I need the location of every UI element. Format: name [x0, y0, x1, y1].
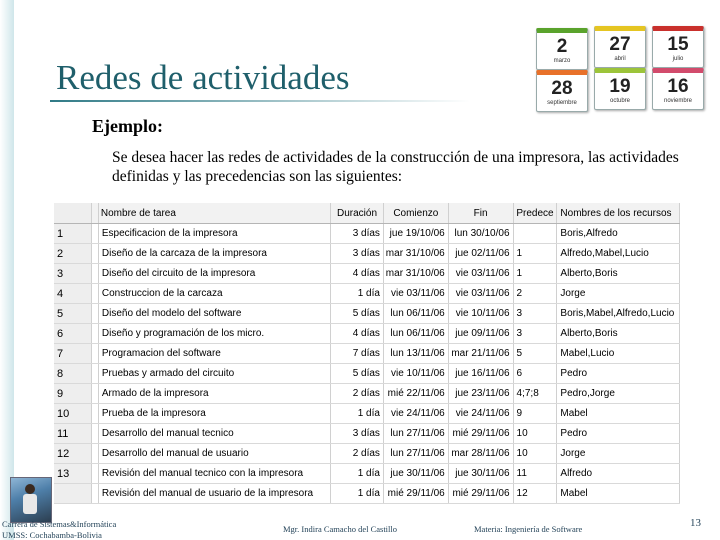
calendar-day: 19 [609, 76, 631, 97]
task-resources[interactable]: Mabel [557, 484, 680, 503]
task-predecessors[interactable]: 5 [514, 344, 558, 363]
row-info [92, 464, 99, 483]
header-resources[interactable]: Nombres de los recursos [557, 203, 680, 223]
table-header-row [54, 203, 680, 224]
table-row[interactable] [54, 304, 680, 324]
calendar-month: septiembre [547, 100, 577, 106]
task-predecessors[interactable]: 1 [514, 264, 558, 283]
task-finish[interactable]: mar 28/11/06 [449, 444, 514, 463]
task-resources[interactable]: Boris,Alfredo [557, 224, 680, 243]
header-start[interactable]: Comienzo [384, 203, 449, 223]
table-row[interactable] [54, 484, 680, 504]
row-info [92, 384, 99, 403]
task-resources[interactable]: Jorge [557, 284, 680, 303]
row-id[interactable]: 2 [54, 244, 92, 263]
title-underline [50, 100, 470, 102]
task-name[interactable]: Especificacion de la impresora [99, 224, 331, 243]
header-info-cell [92, 203, 99, 223]
table-row[interactable] [54, 404, 680, 424]
task-resources[interactable]: Pedro,Jorge [557, 384, 680, 403]
table-row[interactable] [54, 464, 680, 484]
task-finish[interactable]: mié 29/11/06 [449, 424, 514, 443]
task-duration[interactable]: 1 día [331, 464, 384, 483]
row-info [92, 484, 99, 503]
task-resources[interactable]: Mabel,Lucio [557, 344, 680, 363]
runner-head [25, 484, 35, 494]
calendar-month: abril [614, 56, 626, 62]
table-row[interactable] [54, 284, 680, 304]
task-finish[interactable]: jue 16/11/06 [449, 364, 514, 383]
footer-career: Carrera de Sistemas&Informática [2, 519, 117, 529]
task-duration[interactable]: 1 día [331, 484, 384, 503]
table-row[interactable] [54, 384, 680, 404]
task-duration[interactable]: 4 días [331, 324, 384, 343]
task-resources[interactable]: Mabel [557, 404, 680, 423]
task-resources[interactable]: Alfredo,Mabel,Lucio [557, 244, 680, 263]
task-duration[interactable]: 5 días [331, 304, 384, 323]
slide-title: Redes de actividades [56, 58, 350, 97]
task-finish[interactable]: jue 30/11/06 [449, 464, 514, 483]
task-predecessors[interactable]: 12 [514, 484, 558, 503]
task-start[interactable]: jue 30/11/06 [384, 464, 449, 483]
task-start[interactable]: lun 13/11/06 [384, 344, 449, 363]
row-info [92, 304, 99, 323]
task-name[interactable]: Revisión del manual de usuario de la impresora [99, 484, 331, 503]
task-name[interactable]: Diseño de la carcaza de la impresora [99, 244, 331, 263]
task-predecessors[interactable] [514, 224, 558, 243]
task-name[interactable]: Desarrollo del manual de usuario [99, 444, 331, 463]
task-duration[interactable]: 4 días [331, 264, 384, 283]
task-finish[interactable]: vie 03/11/06 [449, 264, 514, 283]
task-resources[interactable]: Jorge [557, 444, 680, 463]
task-name[interactable]: Armado de la impresora [99, 384, 331, 403]
task-finish[interactable]: mié 29/11/06 [449, 484, 514, 503]
task-duration[interactable]: 3 días [331, 424, 384, 443]
task-resources[interactable]: Pedro [557, 364, 680, 383]
task-start[interactable]: mié 29/11/06 [384, 484, 449, 503]
task-duration[interactable]: 7 días [331, 344, 384, 363]
task-duration[interactable]: 3 días [331, 244, 384, 263]
calendar-day: 15 [667, 34, 689, 55]
left-gradient-strip [0, 0, 14, 540]
row-info [92, 324, 99, 343]
calendar-icon [652, 68, 704, 110]
table-row[interactable] [54, 364, 680, 384]
header-duration[interactable]: Duración [331, 203, 384, 223]
task-table [54, 203, 680, 504]
row-id[interactable]: 7 [54, 344, 92, 363]
task-name[interactable]: Diseño del modelo del software [99, 304, 331, 323]
task-resources[interactable]: Alberto,Boris [557, 324, 680, 343]
task-duration[interactable]: 3 días [331, 224, 384, 243]
row-id[interactable]: 5 [54, 304, 92, 323]
calendar-icon [536, 70, 588, 112]
calendar-icon [652, 26, 704, 68]
row-id[interactable] [54, 484, 92, 503]
task-name[interactable]: Revisión del manual tecnico con la impresora [99, 464, 331, 483]
task-predecessors[interactable]: 2 [514, 284, 558, 303]
row-id[interactable]: 11 [54, 424, 92, 443]
calendar-icon [594, 68, 646, 110]
table-row[interactable] [54, 264, 680, 284]
task-finish[interactable]: vie 10/11/06 [449, 304, 514, 323]
task-predecessors[interactable]: 6 [514, 364, 558, 383]
task-resources[interactable]: Alfredo [557, 464, 680, 483]
calendar-day: 16 [667, 76, 689, 97]
footer-author: Mgr. Indira Camacho del Castillo [283, 524, 398, 534]
runner-photo [10, 477, 52, 523]
table-row[interactable] [54, 444, 680, 464]
row-id[interactable]: 6 [54, 324, 92, 343]
task-finish[interactable]: vie 03/11/06 [449, 284, 514, 303]
table-row[interactable] [54, 244, 680, 264]
intro-text: Se desea hacer las redes de actividades de la construcción de una impresora, las actividades definidas y las precedencias son las siguientes: [112, 149, 679, 185]
task-predecessors[interactable]: 4;7;8 [514, 384, 558, 403]
task-predecessors[interactable]: 11 [514, 464, 558, 483]
task-predecessors[interactable]: 3 [514, 324, 558, 343]
task-name[interactable]: Pruebas y armado del circuito [99, 364, 331, 383]
task-start[interactable]: vie 24/11/06 [384, 404, 449, 423]
row-info [92, 404, 99, 423]
task-duration[interactable]: 2 días [331, 444, 384, 463]
header-predecessors[interactable]: Predece [514, 203, 558, 223]
task-finish[interactable]: jue 09/11/06 [449, 324, 514, 343]
task-predecessors[interactable]: 1 [514, 244, 558, 263]
row-id[interactable]: 10 [54, 404, 92, 423]
task-start[interactable]: lun 06/11/06 [384, 324, 449, 343]
calendar-month: marzo [553, 58, 571, 64]
header-finish[interactable]: Fin [449, 203, 514, 223]
footer-university: UMSS: Cochabamba-Bolivia [2, 530, 102, 540]
task-start[interactable]: mar 31/10/06 [384, 264, 449, 283]
task-start[interactable]: vie 03/11/06 [384, 284, 449, 303]
row-info [92, 424, 99, 443]
table-row[interactable] [54, 344, 680, 364]
runner-body [23, 494, 37, 514]
task-start[interactable]: jue 19/10/06 [384, 224, 449, 243]
row-id[interactable]: 1 [54, 224, 92, 243]
task-start[interactable]: lun 27/11/06 [384, 444, 449, 463]
task-start[interactable]: vie 10/11/06 [384, 364, 449, 383]
task-start[interactable]: lun 06/11/06 [384, 304, 449, 323]
row-id[interactable]: 8 [54, 364, 92, 383]
task-start[interactable]: lun 27/11/06 [384, 424, 449, 443]
task-predecessors[interactable]: 9 [514, 404, 558, 423]
task-start[interactable]: mar 31/10/06 [384, 244, 449, 263]
row-info [92, 444, 99, 463]
task-resources[interactable]: Pedro [557, 424, 680, 443]
task-predecessors[interactable]: 10 [514, 444, 558, 463]
task-finish[interactable]: vie 24/11/06 [449, 404, 514, 423]
calendar-icon [536, 28, 588, 70]
task-duration[interactable]: 2 días [331, 384, 384, 403]
row-id[interactable]: 3 [54, 264, 92, 283]
calendar-month: octubre [609, 98, 630, 104]
task-finish[interactable]: mar 21/11/06 [449, 344, 514, 363]
header-name[interactable]: Nombre de tarea [99, 203, 331, 223]
table-row[interactable] [54, 224, 680, 244]
task-name[interactable]: Prueba de la impresora [99, 404, 331, 423]
task-name[interactable]: Programacion del software [99, 344, 331, 363]
page-number: 13 [690, 517, 701, 529]
row-info [92, 284, 99, 303]
calendar-day: 28 [551, 78, 573, 99]
row-info [92, 244, 99, 263]
task-duration[interactable]: 5 días [331, 364, 384, 383]
row-info [92, 264, 99, 283]
row-info [92, 364, 99, 383]
task-resources[interactable]: Alberto,Boris [557, 264, 680, 283]
calendar-month: noviembre [663, 98, 692, 104]
row-id[interactable]: 4 [54, 284, 92, 303]
row-id[interactable]: 9 [54, 384, 92, 403]
task-predecessors[interactable]: 10 [514, 424, 558, 443]
task-name[interactable]: Construccion de la carcaza [99, 284, 331, 303]
task-finish[interactable]: lun 30/10/06 [449, 224, 514, 243]
table-row[interactable] [54, 324, 680, 344]
row-id[interactable]: 12 [54, 444, 92, 463]
task-duration[interactable]: 1 día [331, 404, 384, 423]
task-name[interactable]: Desarrollo del manual tecnico [99, 424, 331, 443]
task-finish[interactable]: jue 02/11/06 [449, 244, 514, 263]
row-info [92, 224, 99, 243]
task-duration[interactable]: 1 día [331, 284, 384, 303]
calendar-icons [528, 20, 708, 104]
task-start[interactable]: mié 22/11/06 [384, 384, 449, 403]
task-finish[interactable]: jue 23/11/06 [449, 384, 514, 403]
calendar-icon [594, 26, 646, 68]
calendar-day: 27 [609, 34, 631, 55]
footer-subject: Materia: Ingeniería de Software [474, 524, 583, 534]
header-id-cell [54, 203, 92, 223]
row-id[interactable]: 13 [54, 464, 92, 483]
row-info [92, 344, 99, 363]
slide-subtitle: Ejemplo: [92, 116, 163, 136]
task-name[interactable]: Diseño y programación de los micro. [99, 324, 331, 343]
task-resources[interactable]: Boris,Mabel,Alfredo,Lucio [557, 304, 680, 323]
calendar-month: julio [672, 56, 684, 62]
task-predecessors[interactable]: 3 [514, 304, 558, 323]
table-row[interactable] [54, 424, 680, 444]
calendar-day: 2 [556, 36, 568, 57]
task-name[interactable]: Diseño del circuito de la impresora [99, 264, 331, 283]
